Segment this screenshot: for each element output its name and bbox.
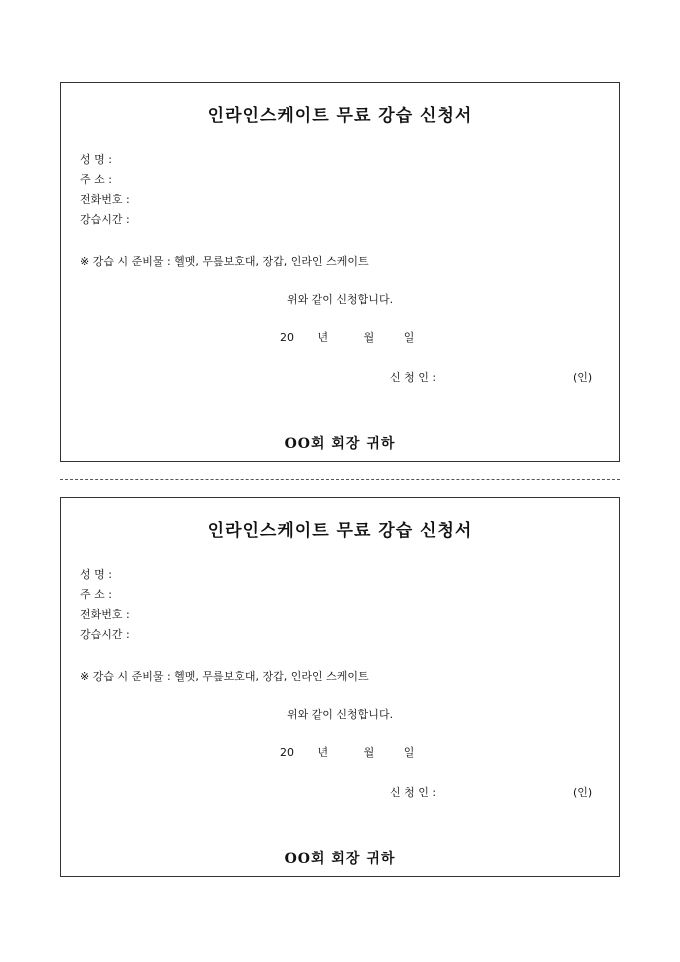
- phone-field: 전화번호 :: [80, 193, 130, 206]
- applicant-label: 신 청 인 :: [390, 786, 437, 799]
- recipient-line: OO회 회장 귀하: [284, 436, 396, 452]
- date-day-label: 일: [403, 331, 415, 344]
- date-month-label: 월: [363, 746, 375, 759]
- name-field: 성 명 :: [80, 568, 112, 581]
- form-title: 인라인스케이트 무료 강습 신청서: [207, 521, 473, 541]
- application-form-1: [60, 82, 620, 462]
- class-time-field: 강습시간 :: [80, 213, 130, 226]
- date-month-label: 월: [363, 331, 375, 344]
- address-field: 주 소 :: [80, 588, 112, 601]
- form-title: 인라인스케이트 무료 강습 신청서: [207, 106, 473, 126]
- name-field: 성 명 :: [80, 153, 112, 166]
- recipient-line: OO회 회장 귀하: [284, 851, 396, 867]
- confirm-text: 위와 같이 신청합니다.: [286, 708, 394, 721]
- supplies-note: ※ 강습 시 준비물 : 헬멧, 무릎보호대, 장갑, 인라인 스케이트: [80, 255, 369, 268]
- date-day-label: 일: [403, 746, 415, 759]
- address-field: 주 소 :: [80, 173, 112, 186]
- applicant-label: 신 청 인 :: [390, 371, 437, 384]
- class-time-field: 강습시간 :: [80, 628, 130, 641]
- date-year: 20: [280, 331, 294, 344]
- date-year-label: 년: [317, 746, 329, 759]
- cut-line: [60, 479, 620, 480]
- date-line: [280, 329, 414, 345]
- date-line: [280, 744, 414, 760]
- supplies-note: ※ 강습 시 준비물 : 헬멧, 무릎보호대, 장갑, 인라인 스케이트: [80, 670, 369, 683]
- phone-field: 전화번호 :: [80, 608, 130, 621]
- seal-mark: (인): [573, 786, 593, 799]
- application-form-2: [60, 497, 620, 877]
- seal-mark: (인): [573, 371, 593, 384]
- confirm-text: 위와 같이 신청합니다.: [286, 293, 394, 306]
- date-year: 20: [280, 746, 294, 759]
- date-year-label: 년: [317, 331, 329, 344]
